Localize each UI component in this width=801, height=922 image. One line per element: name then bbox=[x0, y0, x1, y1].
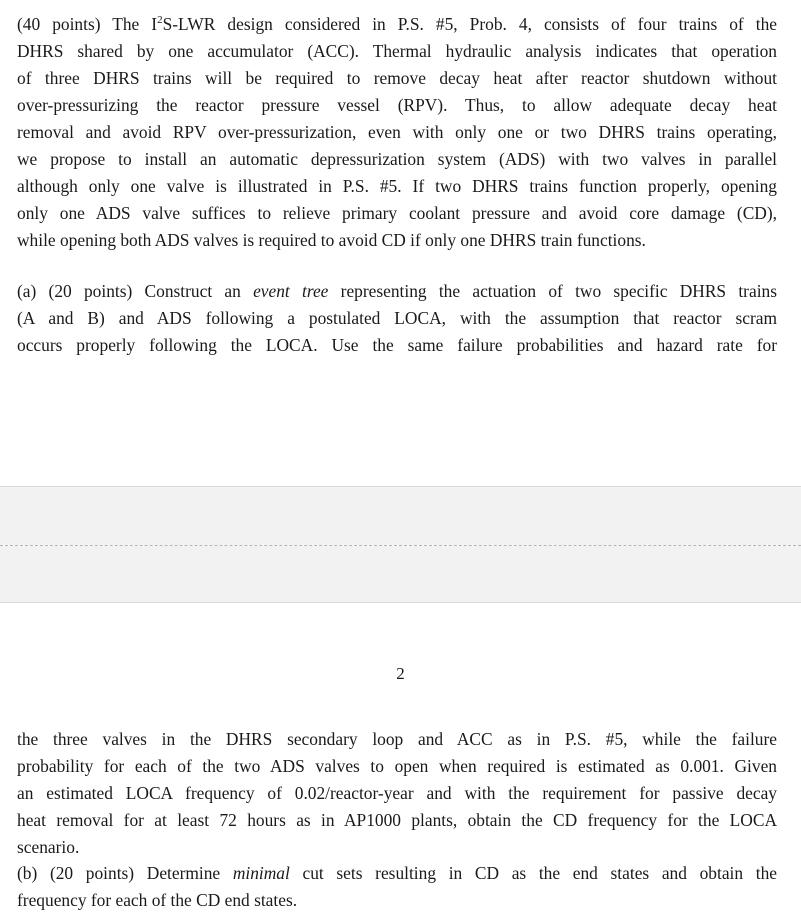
problem-line-1: (40 points) The $I^2S$-LWR design considered in P.S. #5, Prob. 4, consists of four trains of the bbox=[17, 14, 777, 34]
part-b-line-2: frequency for each of the CD end states. bbox=[17, 890, 298, 910]
part-a-cont-line-2: probability for each of the two ADS valves to open when required is estimated as 0.001. Given bbox=[17, 756, 777, 776]
part-a-line-1: (a) (20 points) Construct an event tree representing the actuation of two specific DHRS trains bbox=[17, 281, 777, 301]
part-a-cont-line-4: heat removal for at least 72 hours as in AP1000 plants, obtain the CD frequency for the LOCA bbox=[17, 810, 777, 830]
page-break-top-margin bbox=[0, 546, 801, 603]
part-a-line-2: (A and B) and ADS following a postulated LOCA, with the assumption that reactor scram bbox=[17, 308, 777, 328]
part-a-cont-line-3: an estimated LOCA frequency of 0.02/reactor-year and with the requirement for passive decay bbox=[17, 783, 777, 803]
problem-line-6: we propose to install an automatic depressurization system (ADS) with two valves in parallel bbox=[17, 149, 777, 169]
problem-statement bbox=[17, 11, 777, 254]
problem-line-9: while opening both ADS valves is required to avoid CD if only one DHRS train functions. bbox=[17, 230, 646, 250]
problem-line-8: only one ADS valve suffices to relieve primary coolant pressure and avoid core damage (CD), bbox=[17, 203, 777, 223]
part-b-line-1: (b) (20 points) Determine minimal cut sets resulting in CD as the end states and obtain the bbox=[17, 863, 777, 883]
problem-line-4: over-pressurizing the reactor pressure vessel (RPV). Thus, to allow adequate decay heat bbox=[17, 95, 777, 115]
problem-line-3: of three DHRS trains will be required to remove decay heat after reactor shutdown without bbox=[17, 68, 777, 88]
page-break-bottom-margin bbox=[0, 486, 801, 545]
problem-line-2: DHRS shared by one accumulator (ACC). Thermal hydraulic analysis indicates that operation bbox=[17, 41, 777, 61]
part-a-cont-line-1: the three valves in the DHRS secondary loop and ACC as in P.S. #5, while the failure bbox=[17, 729, 777, 749]
part-a bbox=[17, 278, 777, 359]
emphasis-event-tree: event tree bbox=[253, 281, 329, 301]
problem-line-7: although only one valve is illustrated in P.S. #5. If two DHRS trains function properly, opening bbox=[17, 176, 777, 196]
problem-line-5: removal and avoid RPV over-pressurization, even with only one or two DHRS trains operating, bbox=[17, 122, 777, 142]
part-b bbox=[17, 860, 777, 914]
part-a-cont-line-5: scenario. bbox=[17, 837, 80, 857]
emphasis-minimal: minimal bbox=[232, 863, 290, 883]
superscript: 2 bbox=[157, 14, 163, 26]
part-a-continued bbox=[17, 726, 777, 861]
part-a-line-3: occurs properly following the LOCA. Use the same failure probabilities and hazard rate for bbox=[17, 335, 777, 355]
page-number: 2 bbox=[396, 664, 405, 683]
